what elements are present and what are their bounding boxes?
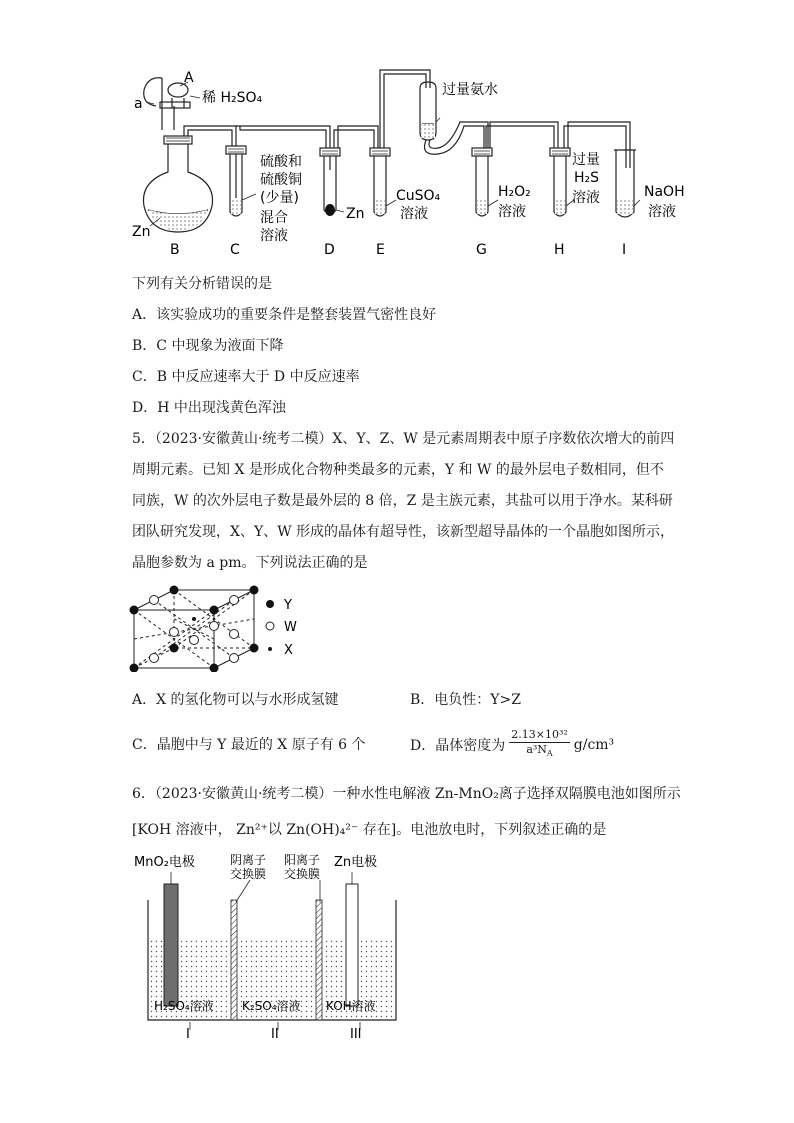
zn-electrode-label: Zn电极 [334, 855, 378, 870]
apparatus-diagram [120, 60, 700, 260]
room-1-label: I [186, 1027, 190, 1040]
q4-option-d[interactable]: D．H 中出现浅黄色浑浊 [132, 400, 286, 416]
room-3-label: III [350, 1027, 362, 1040]
q6-line-2: [KOH 溶液中， Zn²⁺以 Zn(OH)₄²⁻ 存在]。电池放电时，下列叙述正确的是 [132, 822, 607, 838]
q5-option-b[interactable]: B．电负性：Y>Z [410, 692, 521, 708]
anion-membrane-line1: 阴离子 [230, 853, 267, 867]
density-denominator [526, 743, 552, 761]
c-sol-line2: 硫酸铜 [260, 172, 302, 188]
e-sol-line1: CuSO₄ [396, 188, 441, 204]
density-denominator-sub: A [546, 749, 553, 759]
letter-D: D [324, 242, 335, 258]
tube-a-label: a [134, 96, 143, 112]
anion-membrane-line2: 交换膜 [230, 867, 267, 881]
i-sol-line1: NaOH [644, 184, 685, 200]
q5-line-5: 晶胞参数为 a pm。下列说法正确的是 [132, 555, 368, 571]
q4-stem: 下列有关分析错误的是 [132, 276, 272, 292]
q5-option-c[interactable]: C．晶胞中与 Y 最近的 X 原子有 6 个 [132, 737, 366, 753]
density-unit: g/cm³ [573, 737, 615, 753]
zn-d-label: Zn [346, 206, 365, 222]
solution-3: KOH溶液 [326, 999, 376, 1013]
letter-B: B [170, 242, 180, 258]
c-sol-line3: (少量) [260, 190, 299, 206]
density-fraction [509, 728, 570, 761]
q6-line-1: 6．（2023·安徽黄山·统考二模）一种水性电解液 Zn-MnO₂离子选择双隔膜电池如图所示 [132, 786, 681, 802]
cation-membrane-line2: 交换膜 [284, 867, 321, 881]
room-2-label: II [271, 1027, 279, 1040]
mno2-electrode-label: MnO₂电极 [134, 855, 195, 870]
acid-label: 稀 H₂SO₄ [202, 90, 263, 106]
q5-line-3: 同族，W 的次外层电子数是最外层的 8 倍，Z 是主族元素，其盐可以用于净水。某科研 [132, 493, 673, 509]
q5-line-1: 5．（2023·安徽黄山·统考二模）X、Y、Z、W 是元素周期表中原子序数依次增大的前四 [132, 431, 675, 447]
h-sol-line2: H₂S [574, 170, 600, 186]
cation-membrane-line1: 阳离子 [284, 853, 321, 867]
zn-b-label: Zn [132, 224, 151, 240]
letter-I: I [622, 242, 627, 258]
g-sol-line1: H₂O₂ [498, 184, 531, 200]
legend-y: Y [284, 598, 292, 613]
letter-G: G [476, 242, 487, 258]
q4-option-b[interactable]: B．C 中现象为液面下降 [132, 338, 284, 354]
legend-w: W [284, 620, 297, 635]
q5-line-2: 周期元素。已知 X 是形成化合物种类最多的元素，Y 和 W 的最外层电子数相同，但不 [132, 462, 664, 478]
i-sol-line2: 溶液 [648, 204, 676, 220]
density-denominator-base: a³N [526, 743, 547, 757]
q4-option-a[interactable]: A．该实验成功的重要条件是整套装置气密性良好 [132, 307, 437, 323]
q5-option-d[interactable] [410, 722, 614, 768]
crystal-cell-diagram [128, 582, 338, 672]
h-sol-line3: 溶液 [572, 190, 600, 206]
ammonia-label: 过量氨水 [442, 82, 498, 98]
q5-option-a[interactable]: A．X 的氢化物可以与水形成氢键 [132, 692, 339, 708]
c-sol-line5: 溶液 [260, 228, 288, 244]
c-sol-line4: 混合 [260, 210, 288, 226]
letter-E: E [376, 242, 385, 258]
letter-H: H [554, 242, 565, 258]
q4-option-c[interactable]: C．B 中反应速率大于 D 中反应速率 [132, 369, 360, 385]
solution-2: K₂SO₄溶液 [242, 999, 301, 1013]
funnel-A-label: A [184, 70, 194, 86]
density-numerator: 2.13×10³² [511, 728, 568, 742]
q5-line-4: 团队研究发现，X、Y、W 形成的晶体有超导性，该新型超导晶体的一个晶胞如图所示， [132, 524, 675, 540]
e-sol-line2: 溶液 [400, 206, 428, 222]
h-sol-line1: 过量 [572, 152, 600, 168]
solution-1: H₂SO₄溶液 [154, 999, 214, 1013]
g-sol-line2: 溶液 [498, 204, 526, 220]
letter-C: C [230, 242, 240, 258]
legend-x: X [284, 643, 293, 658]
c-sol-line1: 硫酸和 [260, 154, 302, 170]
q5-option-d-prefix: D．晶体密度为 [410, 738, 506, 754]
battery-cell-diagram [130, 850, 420, 1040]
